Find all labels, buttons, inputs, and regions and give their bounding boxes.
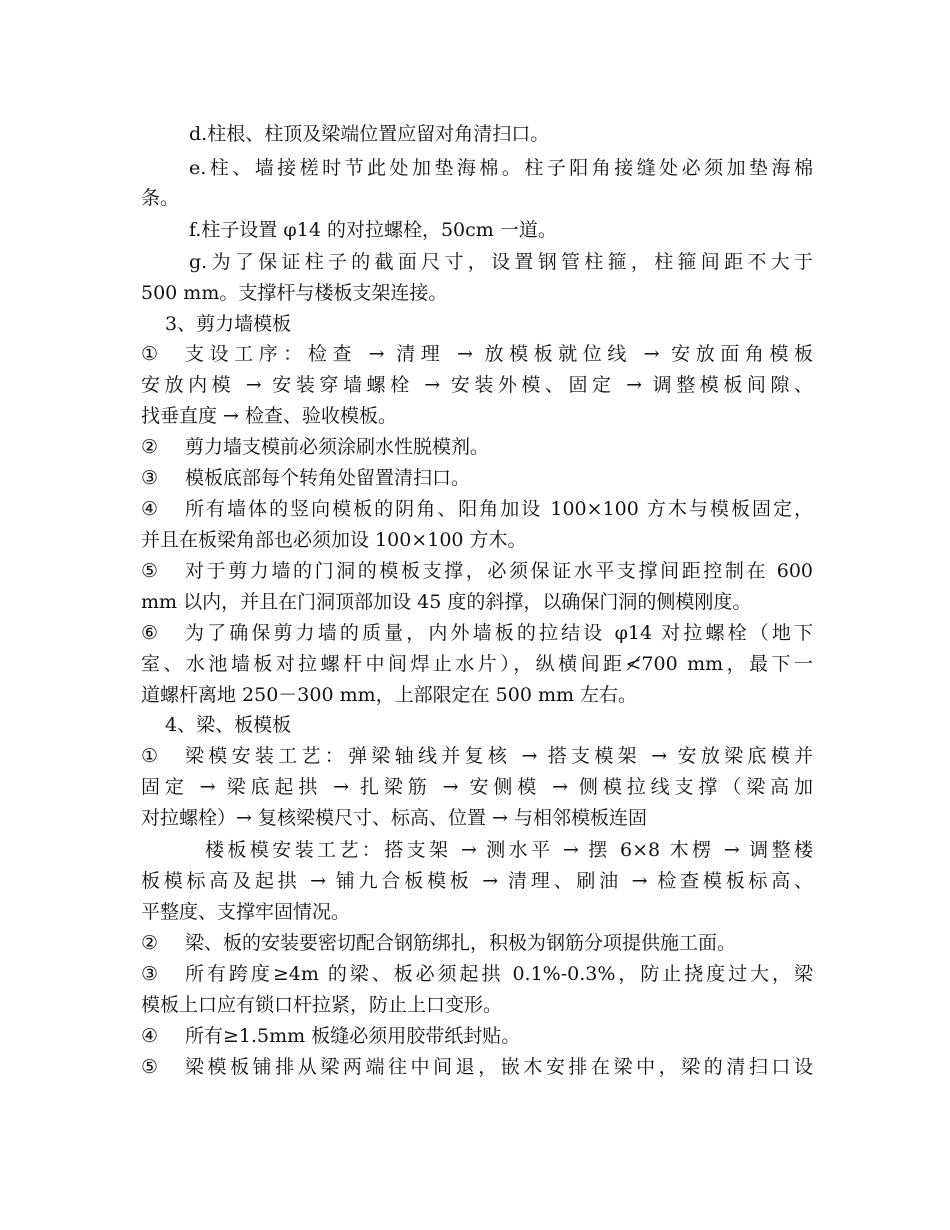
list-marker: ③ — [141, 963, 159, 985]
list-item: 梁、板的安装要密切配合钢筋绑扎，积极为钢筋分项提供施工面。 — [185, 932, 737, 954]
list-item: 梁模安装工艺：弹梁轴线并复核 → 搭支模架 → 安放梁底模并 — [185, 745, 813, 767]
text-line: 室、水池墙板对拉螺杆中间焊止水片），纵横间距≮700 mm，最下一 — [141, 653, 813, 675]
list-item: 所有跨度≥4m 的梁、板必须起拱 0.1%-0.3%，防止挠度过大，梁 — [185, 963, 813, 985]
list-marker: ③ — [141, 467, 159, 489]
text-line: d.柱根、柱顶及梁端位置应留对角清扫口。 — [189, 123, 550, 145]
list-marker: ⑤ — [141, 560, 159, 582]
text-line: e.柱、墙接槎时节此处加垫海棉。柱子阳角接缝处必须加垫海棉 — [189, 157, 813, 179]
text-line: 楼板模安装工艺：搭支架 → 测水平 → 摆 6×8 木楞 → 调整楼 — [205, 839, 813, 861]
text-line: 并且在板梁角部也必须加设 100×100 方木。 — [141, 529, 527, 551]
text-line: 道螺杆离地 250－300 mm，上部限定在 500 mm 左右。 — [141, 684, 638, 706]
list-marker: ⑤ — [141, 1056, 159, 1078]
list-item: 梁模板铺排从梁两端往中间退，嵌木安排在梁中，梁的清扫口设 — [185, 1056, 813, 1078]
text-line: 条。 — [141, 187, 180, 209]
section-heading: 4、梁、板模板 — [165, 714, 292, 736]
list-item: 为了确保剪力墙的质量，内外墙板的拉结设 φ14 对拉螺栓（地下 — [185, 622, 813, 644]
section-heading: 3、剪力墙模板 — [165, 313, 292, 335]
text-line: g.为了保证柱子的截面尺寸，设置钢管柱箍，柱箍间距不大于 — [189, 251, 813, 273]
list-item: 对于剪力墙的门洞的模板支撑，必须保证水平支撑间距控制在 600 — [185, 560, 813, 582]
text-line: 板模标高及起拱 → 铺九合板模板 → 清理、刷油 → 检查模板标高、 — [141, 870, 813, 892]
text-line: 找垂直度 → 检查、验收模板。 — [141, 405, 397, 427]
list-marker: ④ — [141, 1025, 159, 1047]
list-marker: ② — [141, 436, 159, 458]
text-line: 平整度、支撑牢固情况。 — [141, 901, 351, 923]
text-line: 对拉螺栓）→ 复核梁模尺寸、标高、位置 → 与相邻模板连固 — [141, 807, 647, 829]
text-line: mm 以内，并且在门洞顶部加设 45 度的斜撑，以确保门洞的侧模刚度。 — [141, 591, 752, 613]
list-item: 模板底部每个转角处留置清扫口。 — [185, 467, 471, 489]
list-marker: ② — [141, 932, 159, 954]
text-line: 固定 → 梁底起拱 → 扎梁筋 → 安侧模 → 侧模拉线支撑（梁高加 — [141, 776, 813, 798]
list-item: 剪力墙支模前必须涂刷水性脱模剂。 — [185, 436, 490, 458]
text-line: 500 mm。支撑杆与楼板支架连接。 — [141, 282, 448, 304]
text-line: f.柱子设置 φ14 的对拉螺栓，50cm 一道。 — [189, 219, 557, 241]
list-marker: ⑥ — [141, 622, 159, 644]
list-item: 所有≥1.5mm 板缝必须用胶带纸封贴。 — [185, 1025, 521, 1047]
text-line: 模板上口应有锁口杆拉紧，防止上口变形。 — [141, 994, 503, 1016]
list-marker: ④ — [141, 498, 159, 520]
list-item: 支设工序：检查 → 清理 → 放模板就位线 → 安放面角模板 — [185, 343, 813, 365]
list-item: 所有墙体的竖向模板的阴角、阳角加设 100×100 方木与模板固定， — [185, 498, 813, 520]
list-marker: ① — [141, 745, 159, 767]
list-marker: ① — [141, 343, 159, 365]
text-line: 安放内模 → 安装穿墙螺栓 → 安装外模、固定 → 调整模板间隙、 — [141, 374, 813, 396]
